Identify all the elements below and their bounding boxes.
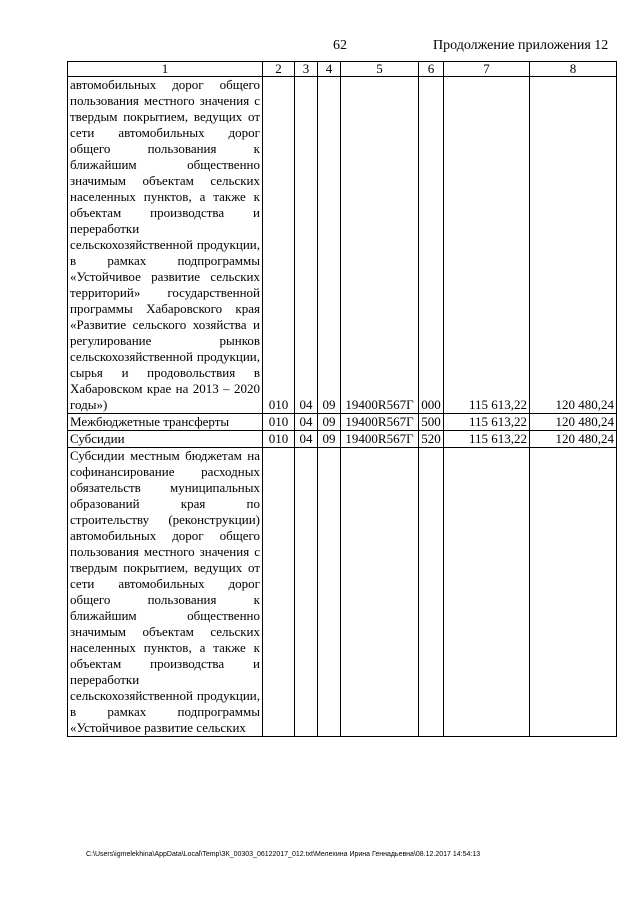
table-row — [68, 77, 617, 414]
cell-section: 04 — [295, 431, 318, 448]
cell-amount-2: 120 480,24 — [530, 414, 617, 431]
row-description: автомобильных дорог общего пользования местного значения с твердым покрытием, ведущих от сети автомобильных дорог общего пользования к ближайшим общественно значимым объектам сельских населенных пунктов, а также к объектам производства и переработки сельскохозяйственной продукции, в рамках подпрограммы «Устойчивое развитие сельских территорий» государственной программы Хабаровского края «Развитие сельского хозяйства и регулирование рынков сельскохозяйственной продукции, сырья и продовольствия в Хабаровском крае на 2013 – 2020 годы») — [68, 77, 263, 414]
file-path-footer: C:\Users\igmelekhina\AppData\Local\Temp\ЗК_00303_06122017_012.txt\Мелехина Ирина Геннадьевна\08.12.2017 14:54:13 — [86, 851, 481, 858]
page-caption: Продолжение приложения 12 — [433, 38, 609, 53]
cell-amount-2: 120 480,24 — [530, 77, 617, 414]
cell-target — [341, 448, 419, 737]
cell-amount-1: 115 613,22 — [444, 77, 530, 414]
row-description: Межбюджетные трансферты — [68, 414, 263, 431]
table-row — [68, 414, 617, 431]
cell-code: 010 — [263, 414, 295, 431]
cell-subsection: 09 — [318, 414, 341, 431]
cell-target: 19400R567Г — [341, 414, 419, 431]
column-header: 4 — [318, 62, 341, 77]
table-header-row — [68, 62, 617, 77]
cell-code: 010 — [263, 77, 295, 414]
cell-code — [263, 448, 295, 737]
column-header: 1 — [68, 62, 263, 77]
cell-section: 04 — [295, 414, 318, 431]
page-number: 62 — [333, 38, 347, 53]
cell-type: 000 — [419, 77, 444, 414]
cell-amount-1: 115 613,22 — [444, 431, 530, 448]
column-header: 8 — [530, 62, 617, 77]
cell-section — [295, 448, 318, 737]
cell-amount-1 — [444, 448, 530, 737]
cell-subsection: 09 — [318, 431, 341, 448]
table-row — [68, 448, 617, 737]
row-description: Субсидии — [68, 431, 263, 448]
cell-type — [419, 448, 444, 737]
cell-section: 04 — [295, 77, 318, 414]
column-header: 2 — [263, 62, 295, 77]
column-header: 5 — [341, 62, 419, 77]
budget-table — [67, 61, 617, 737]
row-description: Субсидии местным бюджетам на софинансирование расходных обязательств муниципальных образований края по строительству (реконструкции) автомобильных дорог общего пользования местного значения с твердым покрытием, ведущих от сети автомобильных дорог общего пользования к ближайшим общественно значимым объектам сельских населенных пунктов, а также к объектам производства и переработки сельскохозяйственной продукции, в рамках подпрограммы «Устойчивое развитие сельских — [68, 448, 263, 737]
cell-type: 500 — [419, 414, 444, 431]
column-header: 7 — [444, 62, 530, 77]
cell-code: 010 — [263, 431, 295, 448]
column-header: 6 — [419, 62, 444, 77]
cell-amount-1: 115 613,22 — [444, 414, 530, 431]
cell-subsection — [318, 448, 341, 737]
cell-target: 19400R567Г — [341, 77, 419, 414]
cell-amount-2: 120 480,24 — [530, 431, 617, 448]
cell-target: 19400R567Г — [341, 431, 419, 448]
cell-subsection: 09 — [318, 77, 341, 414]
column-header: 3 — [295, 62, 318, 77]
cell-amount-2 — [530, 448, 617, 737]
table-row — [68, 431, 617, 448]
cell-type: 520 — [419, 431, 444, 448]
